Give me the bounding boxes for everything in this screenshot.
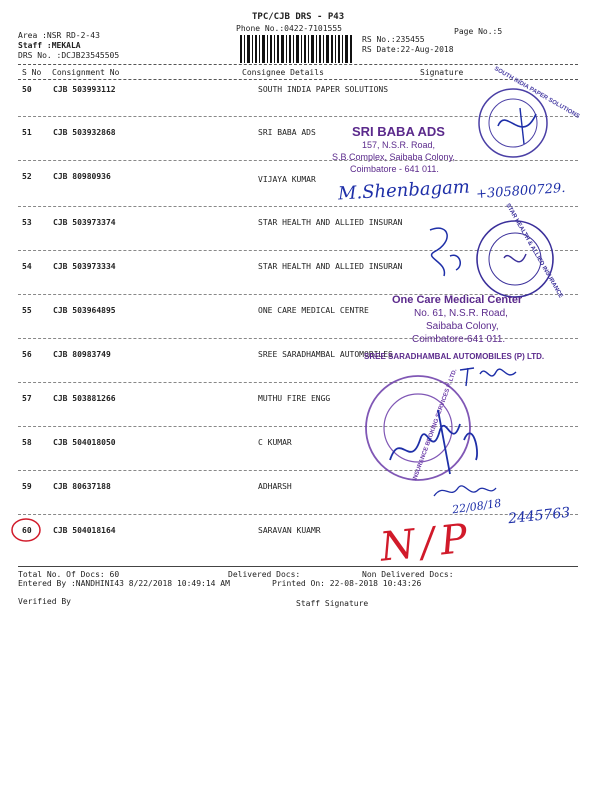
- footer-divider: [18, 566, 578, 567]
- one-care-stamp-line2: No. 61, N.S.R. Road,: [414, 308, 508, 319]
- entered-by: Entered By :NANDHINI43 8/22/2018 10:49:14 AM: [18, 579, 230, 588]
- row-consignee: STAR HEALTH AND ALLIED INSURAN: [258, 218, 403, 227]
- row-sno: 57: [22, 394, 32, 403]
- row-consignee: ONE CARE MEDICAL CENTRE: [258, 306, 369, 315]
- row-sno: 56: [22, 350, 32, 359]
- header-divider-bottom: [18, 79, 578, 80]
- row-consignment-no: CJB 80637188: [53, 482, 111, 491]
- row-consignment-no: CJB 503964895: [53, 306, 116, 315]
- delivered-docs: Delivered Docs:: [228, 570, 301, 579]
- star-health-stamp-text: STAR HEALTH & ALLIED INSURANCE: [504, 202, 564, 300]
- handwritten-date: 22/08/18: [451, 496, 503, 517]
- row-sno: 51: [22, 128, 32, 137]
- row-consignment-no: CJB 503932868: [53, 128, 116, 137]
- row-consignee: ADHARSH: [258, 482, 292, 491]
- rs-date: RS Date:22-Aug-2018: [362, 45, 454, 54]
- column-consignment: Consignment No: [52, 68, 120, 77]
- sri-baba-stamp-line1: SRI BABA ADS: [352, 124, 445, 139]
- row-sno: 60: [22, 526, 32, 535]
- row-sno: 53: [22, 218, 32, 227]
- row-sno: 58: [22, 438, 32, 447]
- sri-baba-stamp-line3: S.B.Complex, Saibaba Colony,: [332, 152, 455, 162]
- barcode-image: [240, 35, 352, 63]
- phone-number: Phone No.:0422-7101555: [236, 24, 342, 33]
- row-consignee: VIJAYA KUMAR: [258, 175, 316, 184]
- handwritten-number: 2445763: [507, 504, 572, 528]
- column-sno: S No: [22, 68, 42, 77]
- row-sno: 50: [22, 85, 32, 94]
- row-consignment-no: CJB 503973334: [53, 262, 116, 271]
- row-consignment-no: CJB 504018164: [53, 526, 116, 535]
- row-consignment-no: CJB 504018050: [53, 438, 116, 447]
- total-docs: Total No. Of Docs: 60: [18, 570, 120, 579]
- row-divider: [18, 470, 578, 471]
- row-sno: 59: [22, 482, 32, 491]
- row-divider: [18, 426, 578, 427]
- column-consignee: Consignee Details: [242, 68, 324, 77]
- staff-label: Staff :MEKALA: [18, 41, 81, 50]
- row-consignment-no: CJB 503973374: [53, 218, 116, 227]
- handwritten-name: M.Shenbagam: [337, 176, 471, 205]
- star-health-round-stamp: [474, 202, 564, 300]
- one-care-stamp-line3: Saibaba Colony,: [426, 321, 499, 332]
- rs-number: RS No.:235455: [362, 35, 425, 44]
- signature-scribble-58: [380, 400, 490, 480]
- column-signature: Signature: [420, 68, 464, 77]
- printed-on: Printed On: 22-08-2018 10:43:26: [272, 579, 422, 588]
- row-consignment-no: CJB 80983749: [53, 350, 111, 359]
- row-consignment-no: CJB 80980936: [53, 172, 111, 181]
- one-care-stamp-line4: Coimbatore-641 011.: [412, 334, 506, 345]
- row-consignee: C KUMAR: [258, 438, 292, 447]
- handwritten-phone: +305800729.: [475, 180, 566, 203]
- row-consignee: MUTHU FIRE ENGG: [258, 394, 331, 403]
- drs-number: DRS No. :DCJB23545505: [18, 51, 120, 60]
- row-consignee: STAR HEALTH AND ALLIED INSURAN: [258, 262, 403, 271]
- sri-baba-stamp-line4: Coimbatore - 641 011.: [350, 164, 439, 174]
- verified-by: Verified By: [18, 597, 71, 606]
- paper-solutions-round-stamp: [476, 66, 581, 160]
- header-divider-top: [18, 64, 578, 65]
- row-divider: [18, 514, 578, 515]
- row-consignee: SOUTH INDIA PAPER SOLUTIONS: [258, 85, 389, 94]
- signature-scribble-59: [430, 478, 500, 502]
- row-consignee: SRI BABA ADS: [258, 128, 316, 137]
- sri-baba-stamp-line2: 157, N.S.R. Road,: [362, 140, 436, 150]
- handwritten-not-picked: N/P: [377, 515, 476, 571]
- paper-solutions-stamp-text: SOUTH INDIA PAPER SOLUTIONS: [493, 66, 581, 120]
- saradhambal-stamp: SREE SARADHAMBAL AUTOMOBILES (P) LTD.: [364, 352, 545, 361]
- signature-scribble-53: [420, 222, 470, 282]
- row-divider: [18, 160, 578, 161]
- row-consignee: SARAVAN KUAMR: [258, 526, 321, 535]
- area-label: Area :NSR RD-2-43: [18, 31, 100, 40]
- row-divider: [18, 206, 578, 207]
- insurance-stamp-text: INSURANCE BROKING SERVICES P. LTD.: [412, 368, 459, 482]
- one-care-stamp-line1: One Care Medical Center: [392, 294, 523, 306]
- row-sno: 52: [22, 172, 32, 181]
- row-consignee: SREE SARADHAMBAL AUTOMOBILES: [258, 350, 393, 359]
- row-sno: 54: [22, 262, 32, 271]
- red-circle-mark: [8, 514, 44, 544]
- row-consignment-no: CJB 503993112: [53, 85, 116, 94]
- drs-title: TPC/CJB DRS - P43: [252, 12, 345, 22]
- row-sno: 55: [22, 306, 32, 315]
- row-consignment-no: CJB 503881266: [53, 394, 116, 403]
- staff-signature: Staff Signature: [296, 599, 369, 608]
- page-number: Page No.:5: [454, 27, 503, 36]
- non-delivered-docs: Non Delivered Docs:: [362, 570, 454, 579]
